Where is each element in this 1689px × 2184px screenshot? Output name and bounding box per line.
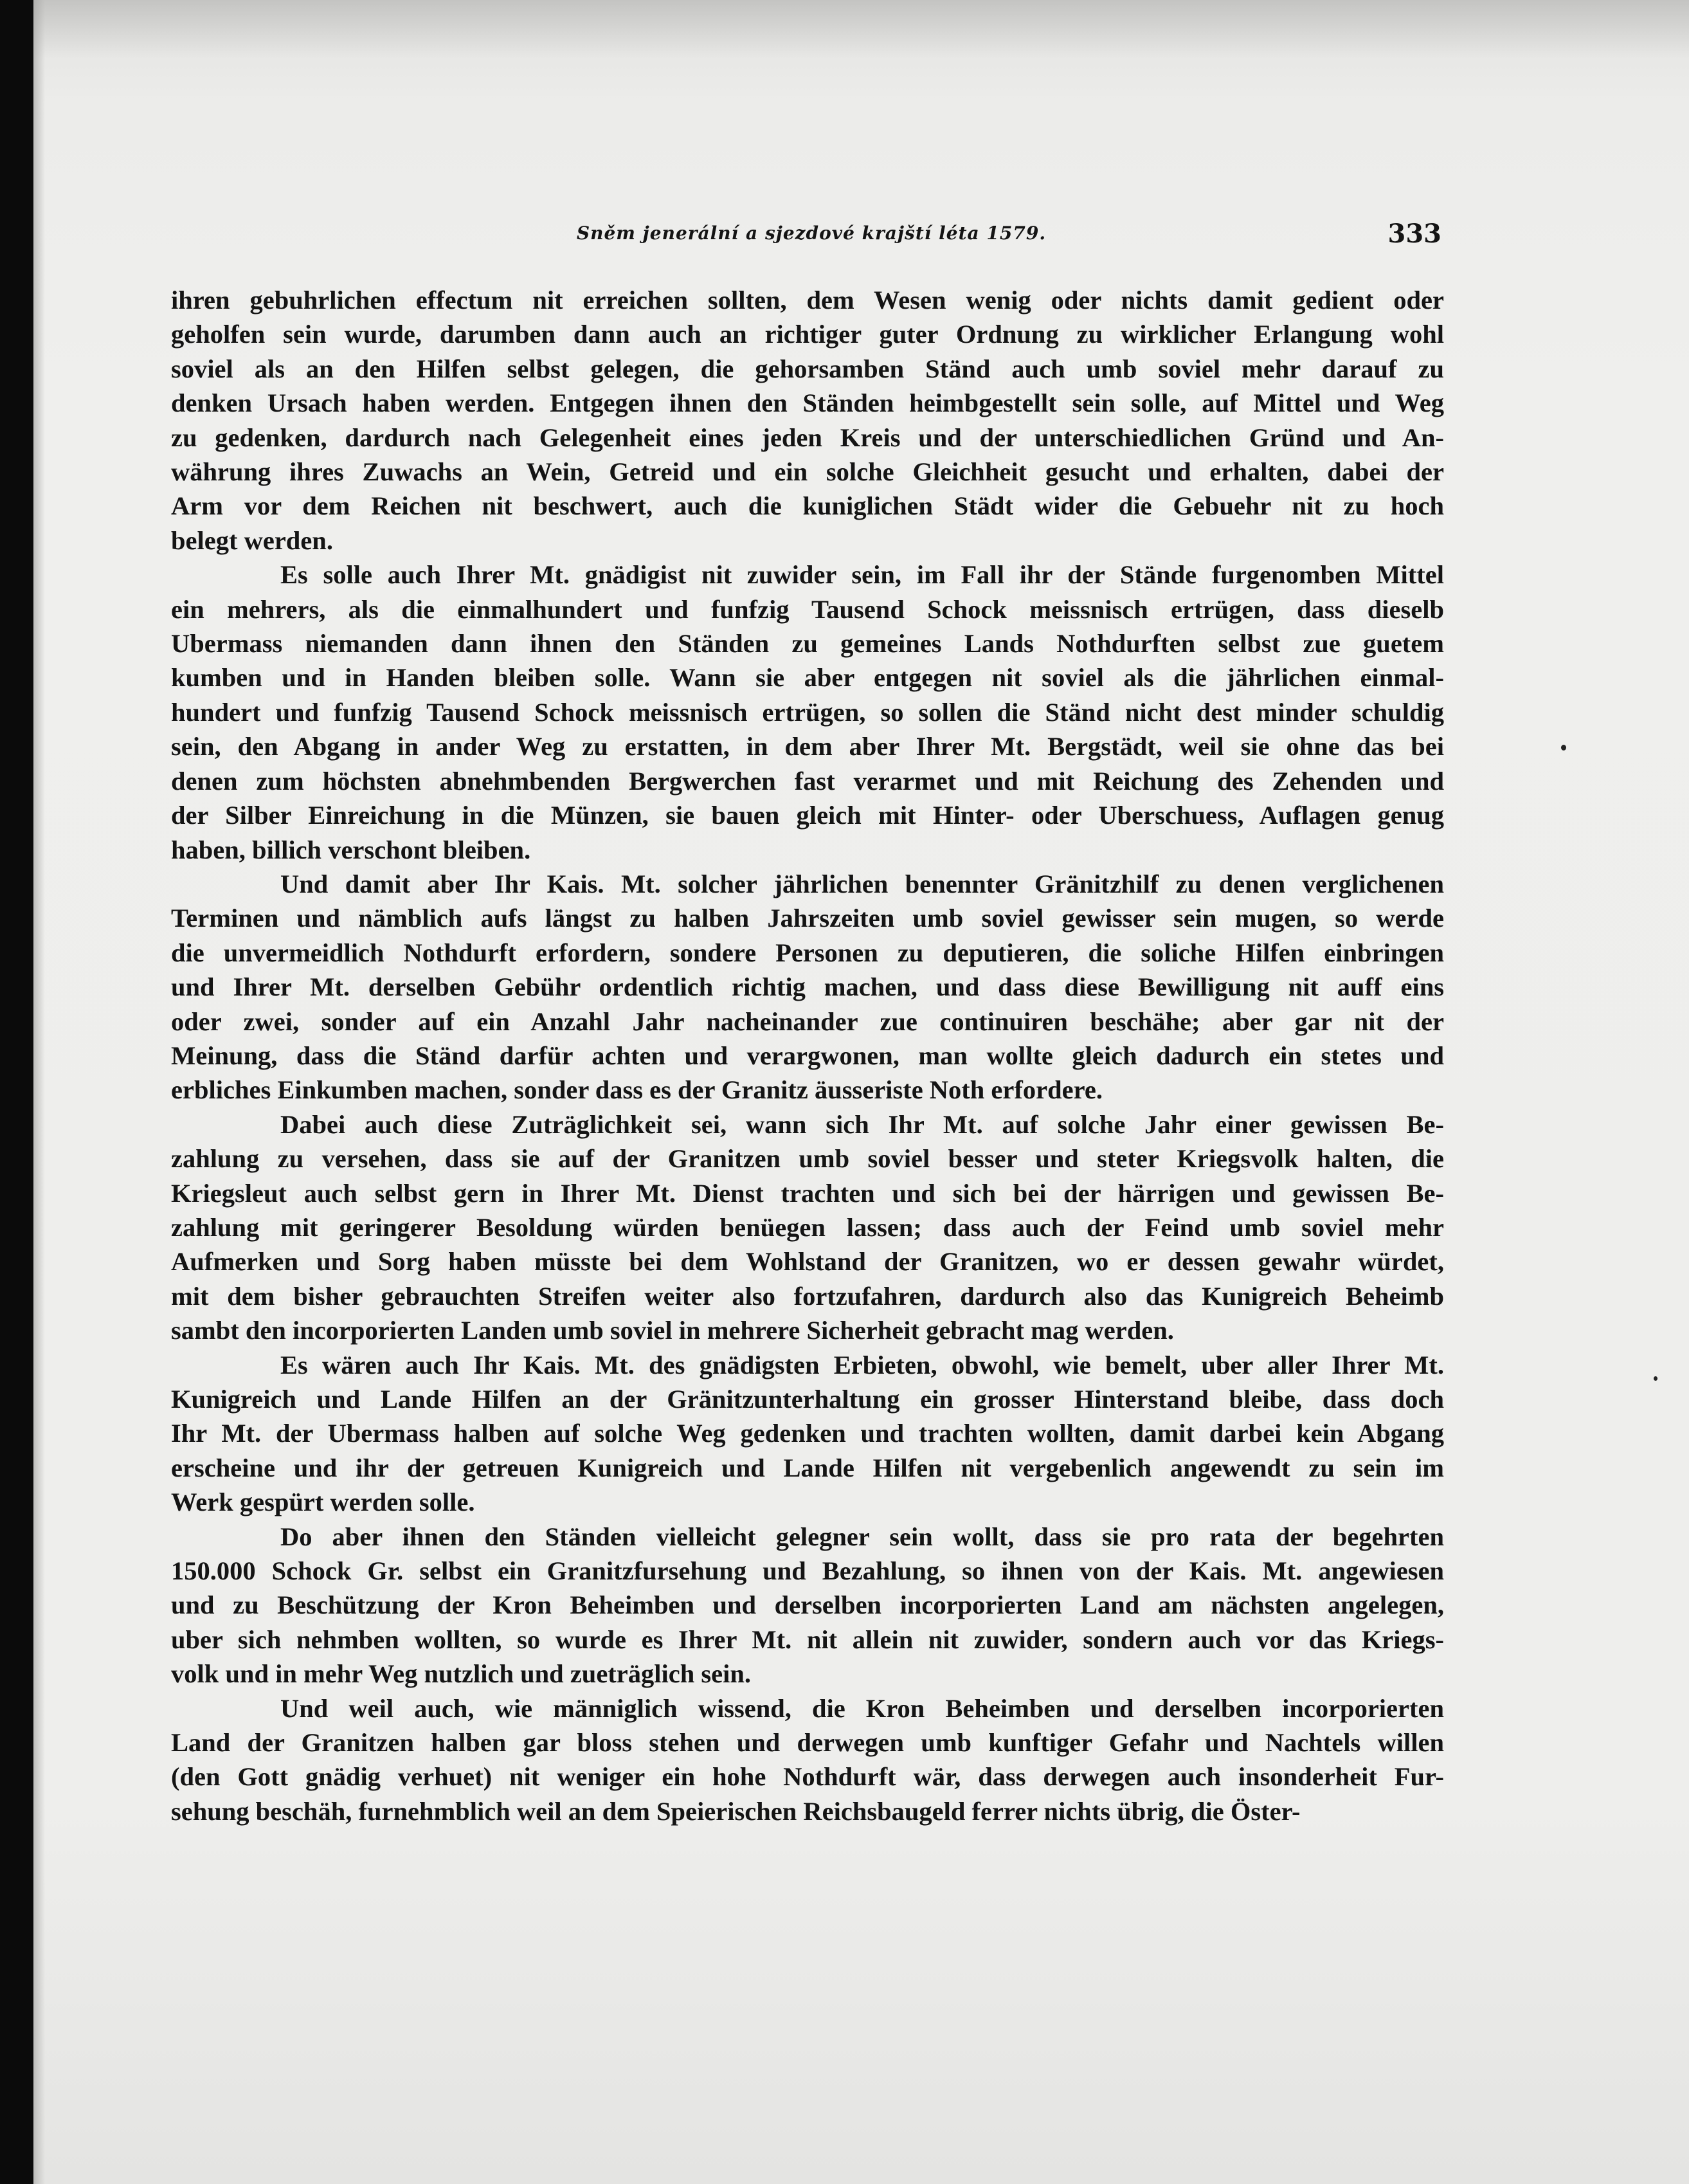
- text-line: Ubermass niemanden dann ihnen den Ständen zu gemeines Lands Nothdurften selbst zue guetem: [171, 629, 1444, 659]
- text-line: oder zwei, sonder auf ein Anzahl Jahr nacheinander zue continuiren beschähe; aber gar nit der: [171, 1006, 1444, 1036]
- text-line: haben, billich verschont bleiben.: [171, 835, 531, 864]
- text-line: ihren gebuhrlichen effectum nit erreichen sollten, dem Wesen wenig oder nichts damit gedient oder: [171, 286, 1444, 314]
- running-head-title: Sněm jenerální a sjezdové krajští léta 1579.: [576, 223, 1047, 244]
- text-line: geholfen sein wurde, darumben dann auch an richtiger guter Ordnung zu wirklicher Erlangung wohl: [171, 320, 1444, 349]
- text-line: belegt werden.: [171, 525, 333, 555]
- text-line: uber sich nehmben wollten, so wurde es Ihrer Mt. nit allein nit zuwider, sondern auch vor das Kriegs-: [171, 1624, 1444, 1654]
- margin-speck: [1654, 1376, 1657, 1381]
- text-line: Es wären auch Ihr Kais. Mt. des gnädigsten Erbieten, obwohl, wie bemelt, uber aller Ihrer Mt.: [280, 1350, 1444, 1379]
- text-line: währung ihres Zuwachs an Wein, Getreid und ein solche Gleichheit gesucht und erhalten, dabei der: [171, 457, 1444, 487]
- text-line: ein mehrers, als die einmalhundert und funfzig Tausend Schock meissnisch ertrügen, dass dieselb: [171, 594, 1444, 624]
- text-line: der Silber Einreichung in die Münzen, sie bauen gleich mit Hinter- oder Uberschuess, Auflagen genug: [171, 801, 1444, 830]
- text-line: Und damit aber Ihr Kais. Mt. solcher jährlichen benennter Gränitzhilf zu denen verglichenen: [280, 869, 1444, 898]
- text-line: Meinung, dass die Ständ darfür achten und verargwonen, man wollte gleich dadurch ein stetes und: [171, 1041, 1444, 1070]
- text-line: Land der Granitzen halben gar bloss stehen und derwegen umb kunftiger Gefahr und Nachtels willen: [171, 1728, 1444, 1758]
- text-line: Kriegsleut auch selbst gern in Ihrer Mt. Dienst trachten und sich bei der härrigen und gewissen Be-: [171, 1178, 1444, 1208]
- text-line: Und weil auch, wie männiglich wissend, die Kron Beheimben und derselben incorporierten: [280, 1693, 1444, 1723]
- text-line: zahlung zu versehen, dass sie auf der Granitzen umb soviel besser und steter Kriegsvolk halten, die: [171, 1144, 1444, 1174]
- page-number: 333: [1387, 219, 1441, 249]
- text-line: soviel als an den Hilfen selbst gelegen, die gehorsamben Ständ auch umb soviel mehr darauf zu: [171, 354, 1444, 383]
- margin-speck: [1561, 745, 1566, 751]
- text-line: Arm vor dem Reichen nit beschwert, auch die kuniglichen Städt wider die Gebuehr nit zu hoch: [171, 491, 1444, 521]
- text-line: erbliches Einkumben machen, sonder dass es der Granitz äusseriste Noth erfordere.: [171, 1075, 1103, 1105]
- text-line: Ihr Mt. der Ubermass halben auf solche Weg gedenken und trachten wollten, damit darbei kein Abgang: [171, 1419, 1444, 1448]
- text-line: Kunigreich und Lande Hilfen an der Gränitzunterhaltung ein grosser Hinterstand bleibe, dass doch: [171, 1385, 1444, 1414]
- text-line: mit dem bisher gebrauchten Streifen weiter also fortzufahren, dardurch also das Kunigreich Beheimb: [171, 1281, 1444, 1311]
- text-line: und zu Beschützung der Kron Beheimben und derselben incorporierten Land am nächsten angelegen,: [171, 1590, 1444, 1620]
- text-line: hundert und funfzig Tausend Schock meissnisch ertrügen, so sollen die Ständ nicht dest minder schuldig: [171, 697, 1444, 727]
- text-line: Terminen und nämblich aufs längst zu halben Jahrszeiten umb soviel gewisser sein mugen, so werde: [171, 904, 1444, 933]
- text-line: und Ihrer Mt. derselben Gebühr ordentlich richtig machen, und dass diese Bewilligung nit auff eins: [171, 972, 1444, 1002]
- top-edge-shadow: [33, 0, 1689, 58]
- text-line: 150.000 Schock Gr. selbst ein Granitzfursehung und Bezahlung, so ihnen von der Kais. Mt. angewiesen: [171, 1556, 1444, 1586]
- binding-shadow: [33, 0, 45, 2184]
- text-line: sehung beschäh, furnehmblich weil an dem Speierischen Reichsbaugeld ferrer nichts übrig, die Öster-: [171, 1796, 1301, 1826]
- text-line: erscheine und ihr der getreuen Kunigreich und Lande Hilfen nit vergebenlich angewendt zu sein im: [171, 1453, 1444, 1482]
- text-line: die unvermeidlich Nothdurft erfordern, sondere Personen zu deputieren, die soliche Hilfen einbringen: [171, 938, 1444, 967]
- text-line: denken Ursach haben werden. Entgegen ihnen den Ständen heimbgestellt sein solle, auf Mittel und Weg: [171, 388, 1444, 418]
- text-line: sambt den incorporierten Landen umb soviel in mehrere Sicherheit gebracht mag werden.: [171, 1316, 1174, 1345]
- text-line: Aufmerken und Sorg haben müsste bei dem Wohlstand der Granitzen, wo er dessen gewahr würdet,: [171, 1247, 1444, 1277]
- text-line: volk und in mehr Weg nutzlich und zueträglich sein.: [171, 1659, 752, 1689]
- text-line: (den Gott gnädig verhuet) nit weniger ein hohe Nothdurft wär, dass derwegen auch insonderheit Fur-: [171, 1762, 1444, 1792]
- text-line: Es solle auch Ihrer Mt. gnädigist nit zuwider sein, im Fall ihr der Stände furgenomben Mittel: [280, 560, 1444, 590]
- text-line: kumben und in Handen bleiben solle. Wann sie aber entgegen nit soviel als die jährlichen einmal-: [171, 663, 1444, 693]
- text-line: Dabei auch diese Zuträglichkeit sei, wann sich Ihr Mt. auf solche Jahr einer gewissen Be-: [280, 1109, 1444, 1139]
- text-line: Werk gespürt werden solle.: [171, 1488, 475, 1517]
- text-line: Do aber ihnen den Ständen vielleicht gelegner sein wollt, dass sie pro rata der begehrten: [280, 1522, 1444, 1551]
- text-line: sein, den Abgang in ander Weg zu erstatten, in dem aber Ihrer Mt. Bergstädt, weil sie ohne das bei: [171, 732, 1444, 761]
- text-line: zu gedenken, dardurch nach Gelegenheit eines jeden Kreis und der unterschiedlichen Gründ und An-: [171, 423, 1444, 452]
- text-line: denen zum höchsten abnehmbenden Bergwerchen fast verarmet und mit Reichung des Zehenden und: [171, 766, 1444, 796]
- text-line: zahlung mit geringerer Besoldung würden benüegen lassen; dass auch der Feind umb soviel mehr: [171, 1212, 1444, 1242]
- body-text: [171, 283, 1444, 1828]
- running-head: [181, 219, 1441, 257]
